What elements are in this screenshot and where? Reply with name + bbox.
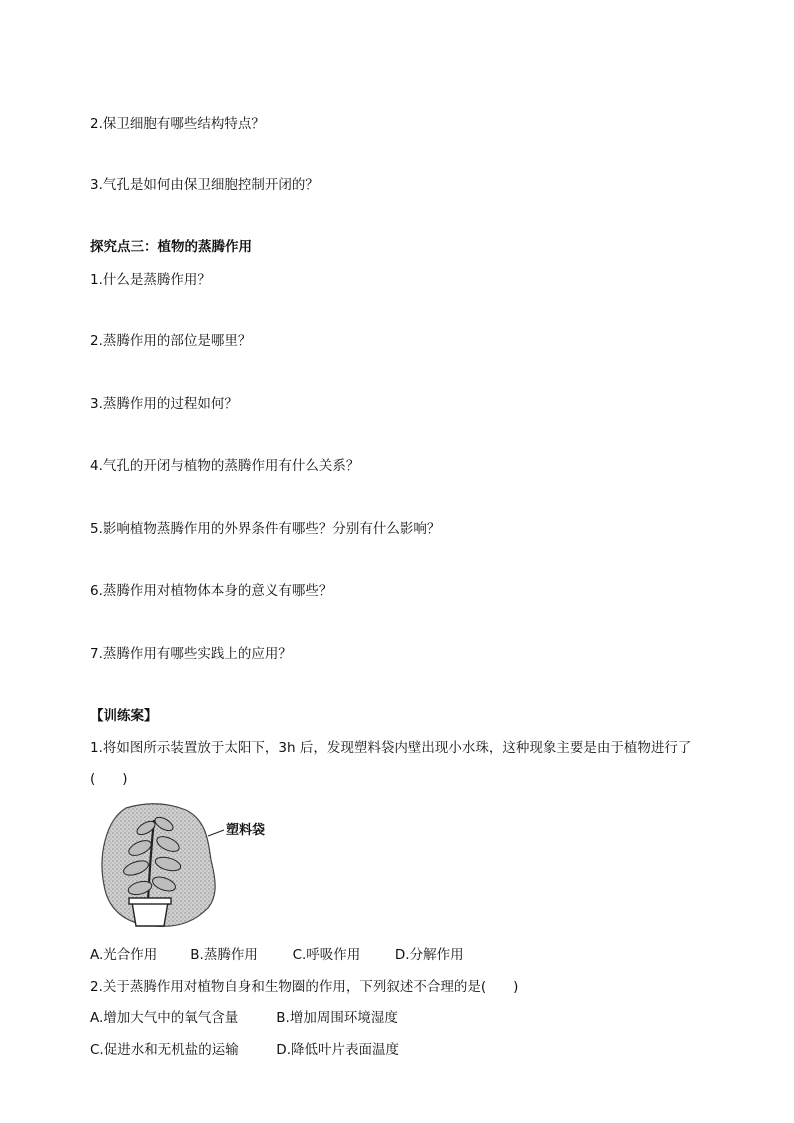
q2-option-d[interactable]: D.降低叶片表面温度 [276,1042,399,1058]
training-q1-stem: 1.将如图所示装置放于太阳下，3h 后，发现塑料袋内壁出现小水珠，这种现象主要是由于植物进行了 [90,740,692,756]
figure-label-plastic-bag: 塑料袋 [226,823,266,838]
section3-question-2: 2.蒸腾作用的部位是哪里？ [90,333,252,349]
question-top-2: 2.保卫细胞有哪些结构特点？ [90,116,265,132]
training-q2-options-row1 [90,1008,398,1028]
training-q1-options [90,945,464,965]
training-q2-options-row2 [90,1040,399,1060]
question-top-3: 3.气孔是如何由保卫细胞控制开闭的？ [90,177,319,193]
training-q1-blank: ( ) [90,771,128,787]
section3-question-1: 1.什么是蒸腾作用？ [90,272,211,288]
q2-option-a[interactable]: A.增加大气中的氧气含量 [90,1010,239,1026]
q1-option-d[interactable]: D.分解作用 [394,947,464,963]
q2-option-b[interactable]: B.增加周围环境湿度 [276,1010,398,1026]
training-title: 【训练案】 [90,708,158,724]
q1-option-b[interactable]: B.蒸腾作用 [190,947,258,963]
q1-option-c[interactable]: C.呼吸作用 [292,947,361,963]
q2-option-c[interactable]: C.促进水和无机盐的运输 [90,1042,239,1058]
section3-question-6: 6.蒸腾作用对植物体本身的意义有哪些？ [90,583,333,599]
section3-question-7: 7.蒸腾作用有哪些实践上的应用？ [90,646,292,662]
flower-pot [132,902,168,926]
q1-option-a[interactable]: A.光合作用 [90,947,158,963]
plant-in-plastic-bag-figure [96,800,296,940]
training-q2-stem: 2.关于蒸腾作用对植物自身和生物圈的作用，下列叙述不合理的是( ) [90,979,519,995]
section3-question-3: 3.蒸腾作用的过程如何？ [90,396,238,412]
label-leader-line [208,830,224,836]
section3-title: 探究点三：植物的蒸腾作用 [90,239,252,255]
section3-question-4: 4.气孔的开闭与植物的蒸腾作用有什么关系？ [90,458,360,474]
section3-question-5: 5.影响植物蒸腾作用的外界条件有哪些？分别有什么影响？ [90,521,441,537]
